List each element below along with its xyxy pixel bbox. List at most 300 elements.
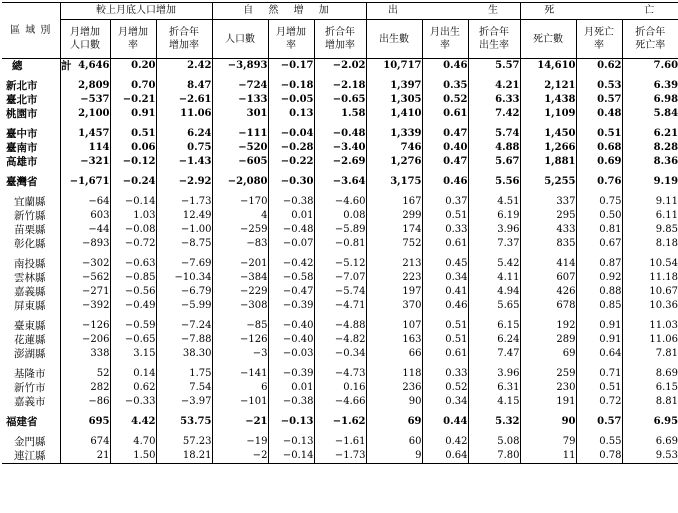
value-cell: 38.30	[156, 347, 212, 361]
column-header	[156, 20, 212, 59]
value-cell: 835	[520, 237, 576, 251]
value-cell: 18.21	[156, 449, 212, 464]
value-cell: −0.56	[110, 285, 156, 299]
value-cell: −0.47	[268, 285, 314, 299]
value-cell: 9.11	[622, 195, 678, 209]
value-cell: −0.17	[268, 59, 314, 74]
value-cell: 0.72	[576, 395, 622, 409]
birth-group-label-1: 出	[388, 5, 399, 16]
value-cell: 6.19	[468, 209, 520, 223]
value-cell: 6.15	[468, 319, 520, 333]
value-cell: 6.39	[622, 79, 678, 93]
value-cell: 1,457	[60, 127, 110, 141]
value-cell: −0.18	[268, 79, 314, 93]
value-cell: 0.35	[422, 79, 468, 93]
value-cell: 6.98	[622, 93, 678, 107]
column-header-line: 增加率	[169, 40, 199, 51]
value-cell: 11.06	[156, 107, 212, 121]
value-cell: 163	[366, 333, 422, 347]
value-cell: 57.23	[156, 435, 212, 449]
value-cell: 4.94	[468, 285, 520, 299]
value-cell: −0.22	[268, 155, 314, 169]
value-cell: −6.79	[156, 285, 212, 299]
value-cell: 337	[520, 195, 576, 209]
region-header: 區 域 別	[2, 3, 60, 59]
value-cell: 0.41	[422, 285, 468, 299]
value-cell: 21	[60, 449, 110, 464]
value-cell: −229	[212, 285, 268, 299]
value-cell: 10,717	[366, 59, 422, 74]
value-cell: −0.33	[110, 395, 156, 409]
value-cell: 433	[520, 223, 576, 237]
value-cell: 11.06	[622, 333, 678, 347]
column-header	[60, 20, 110, 59]
value-cell: −64	[60, 195, 110, 209]
value-cell: −259	[212, 223, 268, 237]
value-cell: 197	[366, 285, 422, 299]
region-name-cell: 基隆市	[14, 367, 46, 380]
table-row	[2, 59, 678, 74]
birth-group-header	[366, 3, 520, 20]
value-cell: 5.56	[468, 175, 520, 189]
table-row	[2, 299, 678, 313]
value-cell: 52	[60, 367, 110, 381]
table-row	[2, 367, 678, 381]
value-cell: 230	[520, 381, 576, 395]
value-cell: −0.13	[268, 435, 314, 449]
column-header-line: 出生數	[379, 33, 410, 45]
region-name-cell: 臺東縣	[14, 319, 46, 332]
value-cell: 0.85	[576, 299, 622, 313]
value-cell: −5.74	[314, 285, 366, 299]
value-cell: 9.19	[622, 175, 678, 189]
value-cell: −111	[212, 127, 268, 141]
region-name-cell: 臺南市	[6, 141, 38, 154]
value-cell: 0.76	[576, 175, 622, 189]
value-cell: 0.51	[110, 127, 156, 141]
value-cell: −1.62	[314, 415, 366, 429]
value-cell: 107	[366, 319, 422, 333]
value-cell: −321	[60, 155, 110, 169]
value-cell: 0.16	[314, 381, 366, 395]
value-cell: 7.47	[468, 347, 520, 361]
value-cell: 4.70	[110, 435, 156, 449]
region-name-cell: 宜蘭縣	[14, 195, 46, 208]
value-cell: 1,266	[520, 141, 576, 155]
value-cell: 0.37	[422, 195, 468, 209]
value-cell: −0.08	[110, 223, 156, 237]
value-cell: −170	[212, 195, 268, 209]
column-header-line: 出生率	[479, 40, 510, 51]
value-cell: 53.75	[156, 415, 212, 429]
value-cell: −0.14	[110, 195, 156, 209]
value-cell: 0.51	[422, 333, 468, 347]
table-row	[2, 155, 678, 169]
value-cell: 11.18	[622, 271, 678, 285]
value-cell: −3.97	[156, 395, 212, 409]
value-cell: −0.24	[110, 175, 156, 189]
value-cell: 6.24	[156, 127, 212, 141]
value-cell: 1,450	[520, 127, 576, 141]
value-cell: 752	[366, 237, 422, 251]
value-cell: 7.81	[622, 347, 678, 361]
value-cell: 0.70	[110, 79, 156, 93]
region-name-cell: 苗栗縣	[14, 223, 46, 236]
value-cell: −392	[60, 299, 110, 313]
value-cell: 174	[366, 223, 422, 237]
table-row	[2, 381, 678, 395]
value-cell: 674	[60, 435, 110, 449]
value-cell: 69	[520, 347, 576, 361]
value-cell: 338	[60, 347, 110, 361]
value-cell: 7.54	[156, 381, 212, 395]
value-cell: −0.21	[110, 93, 156, 107]
death-group-label-2: 亡	[644, 5, 655, 16]
column-header-line: 增加率	[325, 40, 355, 51]
value-cell: 0.45	[422, 257, 468, 271]
value-cell: 1.58	[314, 107, 366, 121]
value-cell: −141	[212, 367, 268, 381]
value-cell: 259	[520, 367, 576, 381]
value-cell: −0.85	[110, 271, 156, 285]
table-row	[2, 237, 678, 251]
region-name-cell: 雲林縣	[14, 271, 46, 284]
value-cell: 746	[366, 141, 422, 155]
value-cell: −85	[212, 319, 268, 333]
value-cell: 0.47	[422, 155, 468, 169]
value-cell: 0.34	[422, 395, 468, 409]
table-row	[2, 79, 678, 93]
value-cell: 1,397	[366, 79, 422, 93]
table-row	[2, 415, 678, 429]
column-header-line: 折合年	[325, 27, 355, 38]
value-cell: 0.33	[422, 223, 468, 237]
birth-group-label-2: 生	[488, 5, 499, 16]
table-row	[2, 127, 678, 141]
death-group-header	[520, 3, 678, 20]
value-cell: −0.38	[268, 195, 314, 209]
value-cell: −83	[212, 237, 268, 251]
column-header	[622, 20, 678, 59]
value-cell: 4.15	[468, 395, 520, 409]
value-cell: −5.99	[156, 299, 212, 313]
value-cell: −201	[212, 257, 268, 271]
column-header-line: 月死亡	[584, 27, 615, 38]
region-name-cell: 總 計	[12, 59, 86, 72]
column-header	[576, 20, 622, 59]
value-cell: 6.33	[468, 93, 520, 107]
value-cell: −4.66	[314, 395, 366, 409]
value-cell: 0.34	[422, 271, 468, 285]
value-cell: −4.71	[314, 299, 366, 313]
column-header-line: 折合年	[479, 27, 510, 38]
value-cell: 5,255	[520, 175, 576, 189]
value-cell: 191	[520, 395, 576, 409]
value-cell: 0.78	[576, 449, 622, 464]
value-cell: 10.67	[622, 285, 678, 299]
value-cell: 0.67	[576, 237, 622, 251]
value-cell: 14,610	[520, 59, 576, 74]
value-cell: −1.43	[156, 155, 212, 169]
value-cell: 0.20	[110, 59, 156, 74]
value-cell: −0.39	[268, 367, 314, 381]
table-row	[2, 449, 678, 464]
value-cell: 8.69	[622, 367, 678, 381]
value-cell: −1.73	[314, 449, 366, 464]
value-cell: 1,410	[366, 107, 422, 121]
value-cell: −126	[60, 319, 110, 333]
value-cell: 5.57	[468, 59, 520, 74]
table-body	[2, 59, 678, 464]
value-cell: 4.21	[468, 79, 520, 93]
value-cell: 0.42	[422, 435, 468, 449]
value-cell: 1.75	[156, 367, 212, 381]
value-cell: −44	[60, 223, 110, 237]
value-cell: 90	[366, 395, 422, 409]
value-cell: 1,881	[520, 155, 576, 169]
value-cell: −0.39	[268, 299, 314, 313]
value-cell: 7.37	[468, 237, 520, 251]
value-cell: 90	[520, 415, 576, 429]
value-cell: 0.40	[422, 141, 468, 155]
population-statistics-sheet	[2, 2, 678, 509]
region-name-cell: 臺灣省	[6, 175, 38, 188]
table-row	[2, 223, 678, 237]
value-cell: −5.89	[314, 223, 366, 237]
value-cell: 0.69	[576, 155, 622, 169]
column-header-line: 率	[440, 40, 451, 51]
value-cell: 0.62	[576, 59, 622, 74]
value-cell: 0.91	[110, 107, 156, 121]
value-cell: −3.64	[314, 175, 366, 189]
value-cell: 0.61	[422, 237, 468, 251]
value-cell: 2,121	[520, 79, 576, 93]
value-cell: 167	[366, 195, 422, 209]
value-cell: −7.88	[156, 333, 212, 347]
population-increase-group-header: 較上月底人口增加	[60, 3, 212, 20]
table-row	[2, 141, 678, 155]
value-cell: −1,671	[60, 175, 110, 189]
value-cell: −893	[60, 237, 110, 251]
value-cell: 236	[366, 381, 422, 395]
value-cell: 6.24	[468, 333, 520, 347]
region-name-cell: 澎湖縣	[14, 347, 46, 360]
value-cell: 4.88	[468, 141, 520, 155]
column-header	[422, 20, 468, 59]
value-cell: 0.13	[268, 107, 314, 121]
value-cell: 4.42	[110, 415, 156, 429]
value-cell: 0.81	[576, 223, 622, 237]
value-cell: 6.21	[622, 127, 678, 141]
value-cell: 414	[520, 257, 576, 271]
value-cell: −302	[60, 257, 110, 271]
column-header	[314, 20, 366, 59]
value-cell: −0.40	[268, 333, 314, 347]
column-header	[212, 20, 268, 59]
region-name-cell: 福建省	[6, 415, 38, 428]
column-header-line: 人口數	[70, 40, 100, 51]
value-cell: 11	[520, 449, 576, 464]
value-cell: −271	[60, 285, 110, 299]
value-cell: −605	[212, 155, 268, 169]
value-cell: 5.67	[468, 155, 520, 169]
value-cell: 6.95	[622, 415, 678, 429]
region-name-cell: 新竹縣	[14, 209, 46, 222]
value-cell: −2.02	[314, 59, 366, 74]
value-cell: 0.75	[156, 141, 212, 155]
table-row	[2, 257, 678, 271]
value-cell: −126	[212, 333, 268, 347]
table-row	[2, 175, 678, 189]
region-name-cell: 花蓮縣	[14, 333, 46, 346]
value-cell: −0.34	[314, 347, 366, 361]
value-cell: 0.87	[576, 257, 622, 271]
value-cell: −0.59	[110, 319, 156, 333]
header-group-row	[2, 3, 678, 20]
value-cell: −2	[212, 449, 268, 464]
table-row	[2, 333, 678, 347]
value-cell: −724	[212, 79, 268, 93]
column-header-row	[2, 20, 678, 59]
value-cell: 5.42	[468, 257, 520, 271]
death-group-label-1: 死	[544, 5, 555, 16]
value-cell: 426	[520, 285, 576, 299]
value-cell: 0.64	[422, 449, 468, 464]
column-header-line: 月增加	[70, 27, 100, 38]
value-cell: 6.31	[468, 381, 520, 395]
value-cell: 8.47	[156, 79, 212, 93]
value-cell: 0.61	[422, 347, 468, 361]
region-name-cell: 臺北市	[6, 93, 38, 106]
value-cell: 282	[60, 381, 110, 395]
value-cell: 213	[366, 257, 422, 271]
value-cell: 118	[366, 367, 422, 381]
column-header-line: 率	[286, 40, 296, 51]
value-cell: 0.50	[576, 209, 622, 223]
column-header-line: 人口數	[225, 33, 255, 45]
value-cell: 192	[520, 319, 576, 333]
value-cell: 8.18	[622, 237, 678, 251]
region-name-cell: 新竹市	[14, 381, 46, 394]
value-cell: 6.11	[622, 209, 678, 223]
value-cell: 0.55	[576, 435, 622, 449]
value-cell: 1,305	[366, 93, 422, 107]
value-cell: −7.24	[156, 319, 212, 333]
value-cell: −0.12	[110, 155, 156, 169]
value-cell: −0.40	[268, 319, 314, 333]
value-cell: 0.06	[110, 141, 156, 155]
column-header-line: 死亡數	[533, 33, 564, 45]
value-cell: −0.58	[268, 271, 314, 285]
value-cell: 8.36	[622, 155, 678, 169]
value-cell: 1.50	[110, 449, 156, 464]
value-cell: 114	[60, 141, 110, 155]
value-cell: 5.65	[468, 299, 520, 313]
value-cell: 0.61	[422, 107, 468, 121]
table-row	[2, 347, 678, 361]
value-cell: −7.69	[156, 257, 212, 271]
value-cell: −384	[212, 271, 268, 285]
value-cell: −86	[60, 395, 110, 409]
value-cell: −3	[212, 347, 268, 361]
region-name-cell: 金門縣	[14, 435, 46, 448]
value-cell: 0.46	[422, 299, 468, 313]
table-row	[2, 285, 678, 299]
value-cell: −206	[60, 333, 110, 347]
value-cell: 9	[366, 449, 422, 464]
column-header-line: 月出生	[430, 27, 461, 38]
value-cell: 6.15	[622, 381, 678, 395]
value-cell: 301	[212, 107, 268, 121]
value-cell: 0.33	[422, 367, 468, 381]
value-cell: −4.73	[314, 367, 366, 381]
value-cell: 1.03	[110, 209, 156, 223]
table-row	[2, 195, 678, 209]
population-statistics-table	[2, 2, 678, 464]
value-cell: 3.15	[110, 347, 156, 361]
value-cell: 1,438	[520, 93, 576, 107]
value-cell: 0.68	[576, 141, 622, 155]
value-cell: 5.84	[622, 107, 678, 121]
value-cell: −0.14	[268, 449, 314, 464]
value-cell: 7.42	[468, 107, 520, 121]
value-cell: −537	[60, 93, 110, 107]
value-cell: −0.07	[268, 237, 314, 251]
value-cell: 0.47	[422, 127, 468, 141]
value-cell: −4.60	[314, 195, 366, 209]
value-cell: −21	[212, 415, 268, 429]
value-cell: 1,276	[366, 155, 422, 169]
value-cell: 695	[60, 415, 110, 429]
value-cell: 0.01	[268, 381, 314, 395]
value-cell: −4.88	[314, 319, 366, 333]
value-cell: 0.46	[422, 59, 468, 74]
value-cell: 69	[366, 415, 422, 429]
value-cell: −1.61	[314, 435, 366, 449]
value-cell: 0.08	[314, 209, 366, 223]
value-cell: 0.57	[576, 415, 622, 429]
value-cell: 0.92	[576, 271, 622, 285]
column-header-line: 折合年	[635, 27, 666, 38]
value-cell: −2.92	[156, 175, 212, 189]
value-cell: 607	[520, 271, 576, 285]
table-row	[2, 209, 678, 223]
value-cell: 0.51	[422, 319, 468, 333]
region-name-cell: 南投縣	[14, 257, 46, 270]
value-cell: −3,893	[212, 59, 268, 74]
value-cell: 2,100	[60, 107, 110, 121]
value-cell: 0.71	[576, 367, 622, 381]
value-cell: −8.75	[156, 237, 212, 251]
value-cell: 0.88	[576, 285, 622, 299]
value-cell: 0.62	[110, 381, 156, 395]
value-cell: 10.36	[622, 299, 678, 313]
value-cell: 0.44	[422, 415, 468, 429]
value-cell: 4,646	[60, 59, 110, 74]
column-header-line: 月增加	[276, 27, 306, 38]
region-name-cell: 嘉義市	[14, 395, 46, 408]
value-cell: 370	[366, 299, 422, 313]
value-cell: 8.28	[622, 141, 678, 155]
value-cell: 6	[212, 381, 268, 395]
value-cell: −0.38	[268, 395, 314, 409]
value-cell: −520	[212, 141, 268, 155]
value-cell: −0.81	[314, 237, 366, 251]
table-row	[2, 435, 678, 449]
value-cell: 0.91	[576, 319, 622, 333]
value-cell: −0.13	[268, 415, 314, 429]
value-cell: 0.51	[576, 381, 622, 395]
